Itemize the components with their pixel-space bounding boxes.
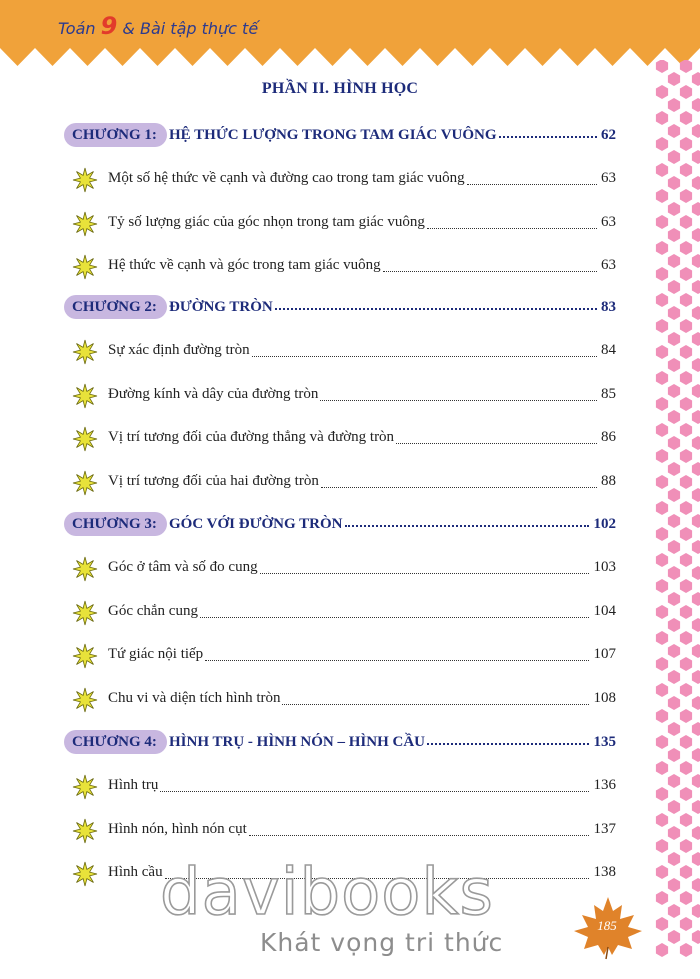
toc-item[interactable] xyxy=(70,643,616,669)
hexagon-icon xyxy=(680,423,692,437)
toc-item-title: Đường kính và dây của đường tròn xyxy=(108,385,319,402)
hexagon-icon xyxy=(668,306,680,320)
hexagon-icon xyxy=(692,722,700,736)
dot-leader xyxy=(275,308,597,310)
hexagon-icon xyxy=(668,722,680,736)
hexagon-icon xyxy=(656,657,668,671)
hexagon-icon xyxy=(656,631,668,645)
hexagon-icon xyxy=(656,475,668,489)
hexagon-icon xyxy=(656,371,668,385)
hexagon-icon xyxy=(692,618,700,632)
watermark-brand: davibooks xyxy=(160,856,494,930)
hexagon-icon xyxy=(668,124,680,138)
watermark xyxy=(160,856,580,957)
hexagon-icon xyxy=(668,462,680,476)
hexagon-icon xyxy=(656,163,668,177)
dot-leader xyxy=(383,271,597,272)
hexagon-icon xyxy=(656,293,668,307)
hexagon-icon xyxy=(668,826,680,840)
toc-item[interactable] xyxy=(70,470,616,496)
hexagon-icon xyxy=(668,280,680,294)
hexagon-icon xyxy=(692,800,700,814)
hexagon-icon xyxy=(668,878,680,892)
toc-item[interactable] xyxy=(70,167,616,193)
toc-item[interactable] xyxy=(70,774,616,800)
toc-item-page: 136 xyxy=(593,777,616,793)
dot-leader xyxy=(499,136,597,138)
hexagon-icon xyxy=(668,254,680,268)
chapter-label: CHƯƠNG 1: xyxy=(64,123,167,147)
book-title-suffix: & Bài tập thực tế xyxy=(122,19,259,38)
toc-item-title: Hệ thức về cạnh và góc trong tam giác vuông xyxy=(108,257,381,273)
hexagon-icon xyxy=(668,618,680,632)
hexagon-icon xyxy=(656,943,668,957)
hexagon-icon xyxy=(680,527,692,541)
hexagon-icon xyxy=(692,98,700,112)
toc-item-title: Một số hệ thức về cạnh và đường cao trong tam giác vuông xyxy=(108,170,465,186)
dot-leader xyxy=(260,573,589,574)
hexagon-icon xyxy=(656,605,668,619)
hexagon-icon xyxy=(692,878,700,892)
hexagon-icon xyxy=(668,540,680,554)
dot-leader xyxy=(427,228,597,229)
hexagon-icon xyxy=(668,852,680,866)
hexagon-icon xyxy=(692,540,700,554)
hexagon-icon xyxy=(692,774,700,788)
hexagon-icon xyxy=(656,137,668,151)
chapter-page: 102 xyxy=(592,512,617,536)
hexagon-icon xyxy=(680,865,692,879)
hexagon-icon xyxy=(656,215,668,229)
book-title-prefix: Toán xyxy=(58,19,96,38)
hexagon-icon xyxy=(656,709,668,723)
hexagon-icon xyxy=(680,85,692,99)
hexagon-icon xyxy=(656,735,668,749)
watermark-slogan: Khát vọng tri thức xyxy=(260,928,504,957)
hexagon-icon xyxy=(668,670,680,684)
star-icon xyxy=(70,774,100,800)
hexagon-icon xyxy=(668,904,680,918)
star-icon xyxy=(70,861,100,887)
toc-item[interactable] xyxy=(70,383,616,409)
toc-item-page: 84 xyxy=(601,342,616,358)
star-icon xyxy=(70,818,100,844)
hexagon-icon xyxy=(680,267,692,281)
hexagon-icon xyxy=(656,813,668,827)
chapter-label: CHƯƠNG 3: xyxy=(64,512,167,536)
hexagon-icon xyxy=(680,787,692,801)
hexagon-icon xyxy=(680,579,692,593)
hexagon-icon xyxy=(656,423,668,437)
hexagon-icon xyxy=(692,462,700,476)
toc-item[interactable] xyxy=(70,339,616,365)
toc-item[interactable] xyxy=(70,211,616,237)
hexagon-icon xyxy=(680,241,692,255)
hexagon-icon xyxy=(656,527,668,541)
hexagon-icon xyxy=(656,865,668,879)
star-icon xyxy=(70,643,100,669)
hexagon-icon xyxy=(656,787,668,801)
hexagon-icon xyxy=(656,241,668,255)
toc-item[interactable] xyxy=(70,600,616,626)
hexagon-icon xyxy=(656,319,668,333)
hexagon-icon xyxy=(680,163,692,177)
dot-leader xyxy=(282,704,589,705)
toc-item-title: Góc chắn cung xyxy=(108,602,198,619)
toc-item[interactable] xyxy=(70,818,616,844)
dot-leader xyxy=(252,356,597,357)
dot-leader xyxy=(467,184,597,185)
hexagon-icon xyxy=(680,397,692,411)
toc-item-page: 107 xyxy=(593,646,616,662)
part-title: PHẦN II. HÌNH HỌC xyxy=(261,80,419,97)
chapter-entry[interactable] xyxy=(64,295,616,319)
star-icon xyxy=(70,383,100,409)
hexagon-icon xyxy=(680,449,692,463)
hexagon-icon xyxy=(668,748,680,762)
chapter-title: ĐƯỜNG TRÒN xyxy=(169,295,275,319)
hexagon-icon xyxy=(680,761,692,775)
star-icon xyxy=(70,426,100,452)
hexagon-icon xyxy=(680,137,692,151)
chapter-page: 135 xyxy=(592,730,617,754)
hexagon-icon xyxy=(680,631,692,645)
hexagon-icon xyxy=(680,475,692,489)
toc-item-page: 63 xyxy=(601,213,616,230)
hexagon-icon xyxy=(692,150,700,164)
hexagon-border-pattern xyxy=(650,60,700,960)
hexagon-icon xyxy=(680,60,692,73)
toc-item-page: 85 xyxy=(601,385,616,402)
hexagon-icon xyxy=(668,774,680,788)
hexagon-icon xyxy=(692,748,700,762)
hexagon-icon xyxy=(680,683,692,697)
hexagon-icon xyxy=(692,202,700,216)
hexagon-icon xyxy=(656,397,668,411)
toc-item-page: 138 xyxy=(593,864,616,880)
hexagon-icon xyxy=(692,930,700,944)
chapter-entry[interactable] xyxy=(64,730,616,754)
chapter-entry[interactable] xyxy=(64,512,616,536)
hexagon-icon xyxy=(656,761,668,775)
hexagon-icon xyxy=(680,501,692,515)
toc-item-title: Chu vi và diện tích hình tròn xyxy=(108,689,281,706)
hexagon-icon xyxy=(656,579,668,593)
hexagon-icon xyxy=(656,501,668,515)
hexagon-icon xyxy=(680,189,692,203)
book-title xyxy=(58,12,258,40)
hexagon-icon xyxy=(656,111,668,125)
hexagon-icon xyxy=(656,345,668,359)
chapter-label: CHƯƠNG 2: xyxy=(64,295,167,319)
toc-item-title: Hình cầu xyxy=(108,864,163,880)
hexagon-icon xyxy=(692,696,700,710)
hexagon-icon xyxy=(680,657,692,671)
star-icon xyxy=(70,254,100,280)
hexagon-icon xyxy=(692,826,700,840)
dot-leader xyxy=(200,617,589,618)
toc-item-page: 137 xyxy=(593,820,616,837)
toc-item-title: Góc ở tâm và số đo cung xyxy=(108,559,258,575)
toc-item-page: 104 xyxy=(593,602,616,619)
hexagon-icon xyxy=(680,371,692,385)
book-title-number: 9 xyxy=(100,12,118,40)
star-icon xyxy=(70,211,100,237)
chapter-entry[interactable] xyxy=(64,123,616,147)
hexagon-icon xyxy=(692,410,700,424)
dot-leader xyxy=(205,660,589,661)
toc-item[interactable] xyxy=(70,254,616,280)
hexagon-icon xyxy=(680,735,692,749)
hexagon-icon xyxy=(656,553,668,567)
hexagon-icon xyxy=(668,384,680,398)
hexagon-icon xyxy=(668,488,680,502)
hexagon-icon xyxy=(680,891,692,905)
hexagon-icon xyxy=(668,696,680,710)
chapter-page: 62 xyxy=(599,123,616,147)
hexagon-icon xyxy=(668,176,680,190)
dot-leader xyxy=(427,743,589,745)
chapter-title: HÌNH TRỤ - HÌNH NÓN – HÌNH CẦU xyxy=(169,730,427,754)
hexagon-icon xyxy=(680,839,692,853)
hexagon-icon xyxy=(668,514,680,528)
hexagon-icon xyxy=(680,709,692,723)
hexagon-icon xyxy=(680,319,692,333)
dot-leader xyxy=(320,400,597,401)
dot-leader xyxy=(249,835,589,836)
hexagon-icon xyxy=(668,228,680,242)
toc-item-page: 103 xyxy=(593,559,616,575)
hexagon-icon xyxy=(656,917,668,931)
page-number: 185 xyxy=(597,918,617,933)
hexagon-icon xyxy=(692,852,700,866)
toc-item-page: 108 xyxy=(593,689,616,706)
hexagon-icon xyxy=(680,215,692,229)
hexagon-icon xyxy=(668,358,680,372)
hexagon-icon xyxy=(668,332,680,346)
hexagon-icon xyxy=(692,332,700,346)
hexagon-icon xyxy=(692,566,700,580)
hexagon-icon xyxy=(680,813,692,827)
toc-item[interactable] xyxy=(70,556,616,582)
dot-leader xyxy=(321,487,597,488)
hexagon-icon xyxy=(692,358,700,372)
hexagon-icon xyxy=(656,267,668,281)
star-icon xyxy=(70,687,100,713)
toc-item-title: Hình nón, hình nón cụt xyxy=(108,820,247,837)
dot-leader xyxy=(396,443,597,444)
hexagon-icon xyxy=(668,930,680,944)
hexagon-icon xyxy=(680,111,692,125)
hexagon-icon xyxy=(668,566,680,580)
hexagon-icon xyxy=(692,670,700,684)
toc-item-page: 88 xyxy=(601,472,616,489)
toc-item-title: Vị trí tương đối của đường thẳng và đường tròn xyxy=(108,429,395,445)
toc-item[interactable] xyxy=(70,687,616,713)
hexagon-icon xyxy=(668,800,680,814)
star-icon xyxy=(70,556,100,582)
hexagon-icon xyxy=(692,644,700,658)
hexagon-icon xyxy=(668,592,680,606)
hexagon-icon xyxy=(680,605,692,619)
hexagon-icon xyxy=(668,150,680,164)
hexagon-icon xyxy=(692,228,700,242)
hexagon-icon xyxy=(692,436,700,450)
toc-item[interactable] xyxy=(70,426,616,452)
hexagon-icon xyxy=(680,917,692,931)
toc-item-title: Tỷ số lượng giác của góc nhọn trong tam giác vuông xyxy=(108,213,425,230)
hexagon-icon xyxy=(692,280,700,294)
page-header xyxy=(0,0,700,66)
chapter-title: GÓC VỚI ĐƯỜNG TRÒN xyxy=(169,512,345,536)
hexagon-icon xyxy=(692,72,700,86)
hexagon-icon xyxy=(656,839,668,853)
hexagon-icon xyxy=(668,410,680,424)
hexagon-icon xyxy=(668,644,680,658)
hexagon-icon xyxy=(692,384,700,398)
hexagon-icon xyxy=(656,449,668,463)
hexagon-icon xyxy=(656,683,668,697)
toc-item-page: 63 xyxy=(601,170,616,186)
hexagon-icon xyxy=(692,176,700,190)
hexagon-icon xyxy=(680,345,692,359)
toc-item-title: Sự xác định đường tròn xyxy=(108,342,250,358)
hexagon-icon xyxy=(680,293,692,307)
hexagon-icon xyxy=(680,943,692,957)
hexagon-icon xyxy=(692,306,700,320)
hexagon-icon xyxy=(692,488,700,502)
hexagon-icon xyxy=(692,592,700,606)
star-icon xyxy=(70,600,100,626)
star-icon xyxy=(70,470,100,496)
toc-item-title: Tứ giác nội tiếp xyxy=(108,646,204,662)
toc-item-page: 63 xyxy=(601,257,616,273)
hexagon-icon xyxy=(656,60,668,73)
toc-item-title: Hình trụ xyxy=(108,777,159,793)
hexagon-icon xyxy=(680,553,692,567)
chapter-title: HỆ THỨC LƯỢNG TRONG TAM GIÁC VUÔNG xyxy=(169,123,499,147)
toc-item-title: Vị trí tương đối của hai đường tròn xyxy=(108,472,319,489)
hexagon-icon xyxy=(656,189,668,203)
chapter-label: CHƯƠNG 4: xyxy=(64,730,167,754)
star-icon xyxy=(70,167,100,193)
hexagon-icon xyxy=(668,436,680,450)
hexagon-icon xyxy=(668,202,680,216)
hexagon-icon xyxy=(692,904,700,918)
dot-leader xyxy=(345,525,589,527)
dot-leader xyxy=(160,791,589,792)
hexagon-icon xyxy=(692,124,700,138)
hexagon-icon xyxy=(692,514,700,528)
hexagon-icon xyxy=(656,891,668,905)
hexagon-icon xyxy=(668,98,680,112)
hexagon-icon xyxy=(692,254,700,268)
star-icon xyxy=(70,339,100,365)
chapter-page: 83 xyxy=(599,295,616,319)
toc-item-page: 86 xyxy=(601,429,616,445)
